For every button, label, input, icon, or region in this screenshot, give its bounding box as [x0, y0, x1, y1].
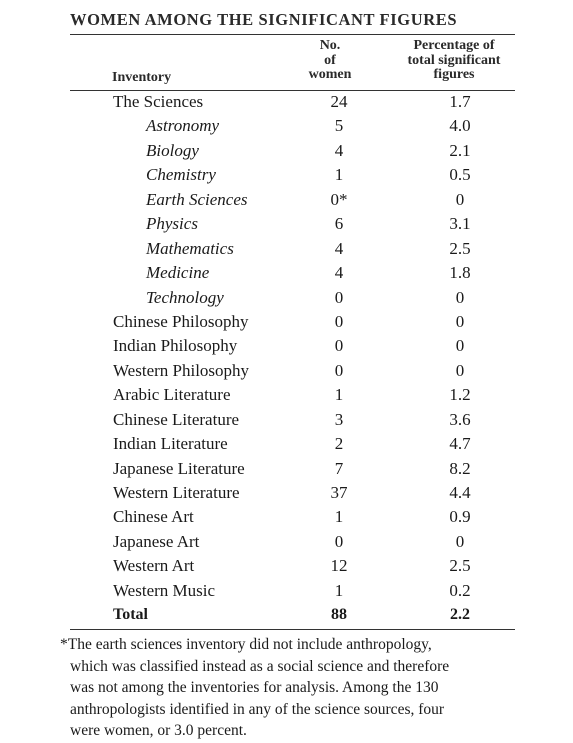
row-number-of-women: 4 [334, 140, 344, 160]
row-number-of-women: 0 [334, 311, 344, 331]
table-row [0, 334, 573, 358]
row-inventory-name: Japanese Art [113, 531, 200, 551]
row-inventory-name: Physics [146, 214, 198, 234]
column-header-percentage-line: Percentage of [413, 38, 495, 53]
column-header-number [295, 39, 365, 83]
row-inventory-name: Chinese Philosophy [113, 311, 249, 331]
row-number-of-women: 2 [334, 434, 344, 454]
table-footnote [60, 634, 530, 742]
table-row [0, 163, 573, 187]
table-row [0, 408, 573, 432]
row-inventory-name: Western Art [113, 556, 195, 576]
table-row [0, 554, 573, 578]
table-bottom-rule [70, 629, 515, 630]
row-percentage: 0 [455, 311, 465, 331]
row-number-of-women: 0* [330, 189, 348, 209]
row-percentage: 0 [455, 360, 465, 380]
row-percentage: 0 [455, 189, 465, 209]
table-row [0, 359, 573, 383]
row-inventory-name: Chinese Art [113, 507, 194, 527]
row-number-of-women: 0 [334, 336, 344, 356]
total-percentage: 2.2 [450, 606, 470, 624]
row-inventory-name: Western Music [113, 580, 216, 600]
table-title: WOMEN AMONG THE SIGNIFICANT FIGURES [70, 10, 458, 29]
row-percentage: 4.7 [449, 434, 471, 454]
row-percentage: 0 [455, 336, 465, 356]
row-number-of-women: 12 [330, 556, 348, 576]
table-row [0, 286, 573, 310]
row-number-of-women: 6 [334, 214, 344, 234]
row-percentage: 0.9 [449, 507, 471, 527]
table-row [0, 237, 573, 261]
row-percentage: 8.2 [449, 458, 471, 478]
row-percentage: 0 [455, 287, 465, 307]
table-row [0, 212, 573, 236]
row-inventory-name: Japanese Literature [113, 458, 245, 478]
row-number-of-women: 0 [334, 360, 344, 380]
row-number-of-women: 37 [330, 483, 348, 502]
table-total-row [0, 603, 573, 627]
row-percentage: 2.1 [449, 140, 471, 160]
total-number-of-women: 88 [331, 606, 347, 624]
table-row [0, 505, 573, 529]
row-inventory-name: Medicine [146, 263, 210, 283]
row-percentage: 2.5 [449, 238, 471, 258]
row-inventory-name: Indian Philosophy [113, 336, 238, 356]
row-percentage: 1.8 [449, 263, 471, 283]
row-inventory-name: Indian Literature [113, 434, 228, 454]
footnote-line: were women, or 3.0 percent. [70, 722, 247, 739]
row-inventory-name: Earth Sciences [146, 189, 248, 209]
table-row [0, 188, 573, 212]
footnote-line: anthropologists identified in any of the science sources, four [70, 700, 445, 718]
column-header-number-line: women [308, 67, 352, 82]
table-row [0, 261, 573, 285]
row-percentage: 4.0 [449, 116, 471, 136]
row-number-of-women: 24 [330, 92, 348, 111]
row-inventory-name: The Sciences [113, 92, 204, 111]
row-percentage: 2.5 [449, 556, 471, 576]
total-label: Total [113, 606, 148, 624]
row-inventory-name: Western Literature [113, 483, 240, 502]
table-top-rule [70, 34, 515, 35]
footnote-line: *The earth sciences inventory did not include anthropology, [60, 636, 432, 653]
row-number-of-women: 1 [334, 165, 344, 185]
table-body [0, 90, 573, 628]
row-number-of-women: 0 [334, 531, 344, 551]
row-number-of-women: 4 [334, 238, 344, 258]
row-number-of-women: 7 [334, 458, 344, 478]
table-row [0, 457, 573, 481]
row-number-of-women: 3 [334, 409, 344, 429]
table-row [0, 481, 573, 505]
column-header-percentage-line: total significant [407, 52, 501, 68]
row-inventory-name: Western Philosophy [113, 360, 250, 380]
row-number-of-women: 4 [334, 263, 344, 283]
row-percentage: 4.4 [449, 483, 471, 502]
row-percentage: 0.2 [449, 580, 471, 600]
row-number-of-women: 1 [334, 385, 344, 405]
row-percentage: 0.5 [449, 165, 471, 185]
column-header-number-line: of [324, 52, 336, 68]
row-inventory-name: Mathematics [146, 238, 234, 258]
column-header-inventory: Inventory [112, 70, 172, 85]
table-row [0, 383, 573, 407]
table-row [0, 310, 573, 334]
footnote-line: was not among the inventories for analysis. Among the 130 [70, 679, 439, 696]
column-header-percentage [388, 39, 520, 83]
row-inventory-name: Astronomy [146, 116, 220, 136]
row-percentage: 1.7 [449, 92, 471, 111]
row-percentage: 0 [455, 531, 465, 551]
row-inventory-name: Arabic Literature [113, 385, 231, 405]
row-number-of-women: 0 [334, 287, 344, 307]
row-inventory-name: Chinese Literature [113, 409, 240, 429]
column-header-number-line: No. [319, 38, 341, 53]
table-row [0, 90, 573, 114]
row-percentage: 3.1 [449, 214, 471, 234]
row-inventory-name: Chemistry [146, 165, 216, 185]
row-number-of-women: 1 [334, 580, 344, 600]
row-inventory-name: Technology [146, 287, 224, 307]
row-percentage: 1.2 [449, 385, 471, 405]
table-row [0, 530, 573, 554]
table-row [0, 139, 573, 163]
footnote-line: which was classified instead as a social science and therefore [70, 657, 450, 675]
row-inventory-name: Biology [146, 140, 199, 160]
row-number-of-women: 1 [334, 507, 344, 527]
table-row [0, 432, 573, 456]
table-row [0, 579, 573, 603]
table-row [0, 114, 573, 138]
column-header-percentage-line: figures [433, 67, 475, 82]
row-percentage: 3.6 [449, 409, 471, 429]
row-number-of-women: 5 [334, 116, 344, 136]
